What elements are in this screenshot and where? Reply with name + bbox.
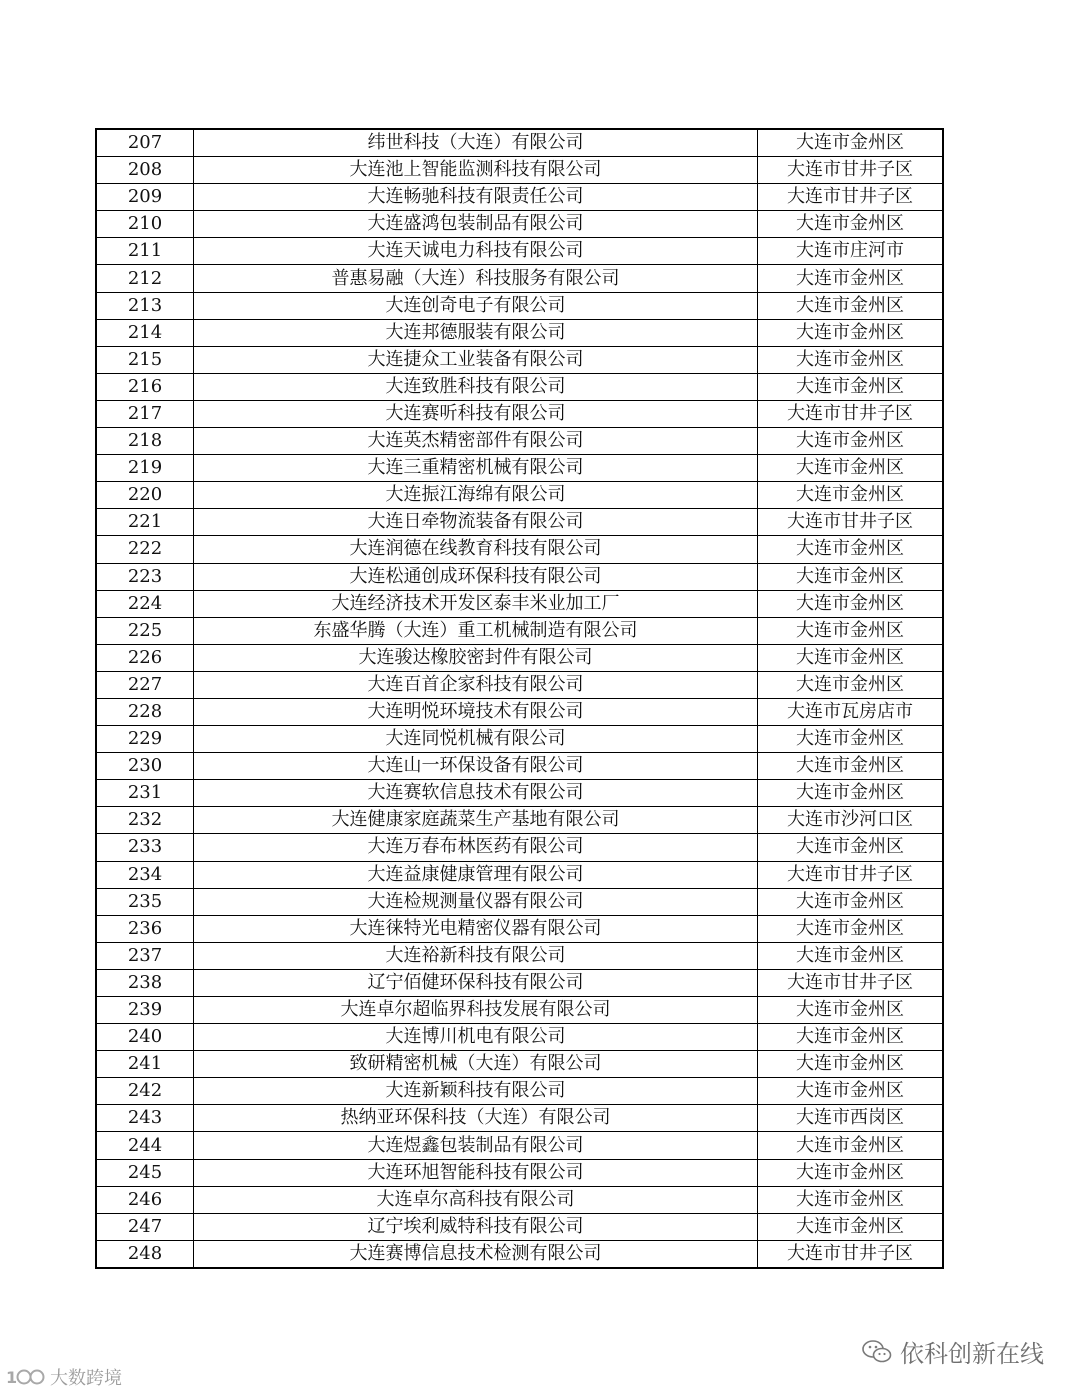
- company-name: 大连煜鑫包装制品有限公司: [194, 1132, 758, 1159]
- company-name: 大连赛博信息技术检测有限公司: [194, 1240, 758, 1268]
- row-number: 223: [96, 563, 194, 590]
- table-row: [96, 346, 943, 373]
- row-number: 207: [96, 129, 194, 157]
- watermark-right-text: 依科创新在线: [900, 1340, 1044, 1368]
- table-row: [96, 753, 943, 780]
- company-name: 大连万春布林医药有限公司: [194, 834, 758, 861]
- watermark-left-text: 大数跨境: [50, 1368, 122, 1389]
- district: 大连市甘井子区: [758, 1240, 944, 1268]
- company-name: 大连益康健康管理有限公司: [194, 861, 758, 888]
- table-row: [96, 726, 943, 753]
- district: 大连市金州区: [758, 1159, 944, 1186]
- district: 大连市金州区: [758, 536, 944, 563]
- table-row: [96, 1105, 943, 1132]
- row-number: 248: [96, 1240, 194, 1268]
- company-name: 致研精密机械（大连）有限公司: [194, 1051, 758, 1078]
- company-name: 大连邦德服装有限公司: [194, 319, 758, 346]
- district: 大连市金州区: [758, 617, 944, 644]
- row-number: 238: [96, 969, 194, 996]
- district: 大连市金州区: [758, 563, 944, 590]
- company-name: 普惠易融（大连）科技服务有限公司: [194, 265, 758, 292]
- table-row: [96, 319, 943, 346]
- table-row: [96, 428, 943, 455]
- district: 大连市金州区: [758, 753, 944, 780]
- district: 大连市金州区: [758, 1213, 944, 1240]
- district: 大连市金州区: [758, 997, 944, 1024]
- table-row: [96, 400, 943, 427]
- row-number: 226: [96, 644, 194, 671]
- brand-logo-icon: [6, 1366, 46, 1388]
- district: 大连市金州区: [758, 292, 944, 319]
- table-row: [96, 129, 943, 157]
- table-row: [96, 997, 943, 1024]
- table-row: [96, 969, 943, 996]
- company-name: 大连振江海绵有限公司: [194, 482, 758, 509]
- row-number: 235: [96, 888, 194, 915]
- company-name: 纬世科技（大连）有限公司: [194, 129, 758, 157]
- table-row: [96, 482, 943, 509]
- row-number: 217: [96, 400, 194, 427]
- table-row: [96, 265, 943, 292]
- row-number: 227: [96, 671, 194, 698]
- company-name: 大连松通创成环保科技有限公司: [194, 563, 758, 590]
- row-number: 247: [96, 1213, 194, 1240]
- district: 大连市金州区: [758, 373, 944, 400]
- company-name: 热纳亚环保科技（大连）有限公司: [194, 1105, 758, 1132]
- district: 大连市金州区: [758, 671, 944, 698]
- district: 大连市庄河市: [758, 238, 944, 265]
- table-row: [96, 1186, 943, 1213]
- company-name: 辽宁埃利威特科技有限公司: [194, 1213, 758, 1240]
- company-name: 大连创奇电子有限公司: [194, 292, 758, 319]
- row-number: 216: [96, 373, 194, 400]
- district: 大连市金州区: [758, 346, 944, 373]
- company-name: 东盛华腾（大连）重工机械制造有限公司: [194, 617, 758, 644]
- table-row: [96, 590, 943, 617]
- company-name: 大连明悦环境技术有限公司: [194, 698, 758, 725]
- table-row: [96, 536, 943, 563]
- row-number: 208: [96, 157, 194, 184]
- district: 大连市金州区: [758, 482, 944, 509]
- company-name: 大连畅驰科技有限责任公司: [194, 184, 758, 211]
- svg-text:1: 1: [6, 1368, 18, 1387]
- table-row: [96, 671, 943, 698]
- company-name: 大连环旭智能科技有限公司: [194, 1159, 758, 1186]
- row-number: 210: [96, 211, 194, 238]
- table-row: [96, 644, 943, 671]
- table-row: [96, 617, 943, 644]
- company-name: 大连英杰精密部件有限公司: [194, 428, 758, 455]
- row-number: 214: [96, 319, 194, 346]
- district: 大连市甘井子区: [758, 400, 944, 427]
- row-number: 229: [96, 726, 194, 753]
- district: 大连市金州区: [758, 780, 944, 807]
- company-name: 大连日牵物流装备有限公司: [194, 509, 758, 536]
- table-row: [96, 373, 943, 400]
- district: 大连市甘井子区: [758, 969, 944, 996]
- district: 大连市金州区: [758, 211, 944, 238]
- row-number: 234: [96, 861, 194, 888]
- company-name: 大连卓尔超临界科技发展有限公司: [194, 997, 758, 1024]
- row-number: 233: [96, 834, 194, 861]
- table-row: [96, 509, 943, 536]
- row-number: 218: [96, 428, 194, 455]
- table-row: [96, 861, 943, 888]
- district: 大连市金州区: [758, 1024, 944, 1051]
- row-number: 241: [96, 1051, 194, 1078]
- company-list-table: [95, 128, 944, 1269]
- row-number: 221: [96, 509, 194, 536]
- table-row: [96, 1159, 943, 1186]
- table-row: [96, 698, 943, 725]
- company-name: 大连徕特光电精密仪器有限公司: [194, 915, 758, 942]
- row-number: 236: [96, 915, 194, 942]
- row-number: 242: [96, 1078, 194, 1105]
- row-number: 213: [96, 292, 194, 319]
- table-row: [96, 807, 943, 834]
- district: 大连市金州区: [758, 888, 944, 915]
- table-row: [96, 238, 943, 265]
- company-name: 大连捷众工业装备有限公司: [194, 346, 758, 373]
- row-number: 209: [96, 184, 194, 211]
- company-name: 大连经济技术开发区泰丰米业加工厂: [194, 590, 758, 617]
- row-number: 232: [96, 807, 194, 834]
- company-name: 大连百首企家科技有限公司: [194, 671, 758, 698]
- company-name: 大连新颖科技有限公司: [194, 1078, 758, 1105]
- table-row: [96, 157, 943, 184]
- row-number: 240: [96, 1024, 194, 1051]
- district: 大连市金州区: [758, 644, 944, 671]
- district: 大连市西岗区: [758, 1105, 944, 1132]
- district: 大连市金州区: [758, 1078, 944, 1105]
- row-number: 244: [96, 1132, 194, 1159]
- company-name: 大连骏达橡胶密封件有限公司: [194, 644, 758, 671]
- row-number: 220: [96, 482, 194, 509]
- table-row: [96, 915, 943, 942]
- table-row: [96, 1024, 943, 1051]
- row-number: 228: [96, 698, 194, 725]
- company-name: 大连裕新科技有限公司: [194, 942, 758, 969]
- company-name: 大连山一环保设备有限公司: [194, 753, 758, 780]
- table-row: [96, 888, 943, 915]
- company-name: 大连博川机电有限公司: [194, 1024, 758, 1051]
- row-number: 245: [96, 1159, 194, 1186]
- company-name: 大连赛听科技有限公司: [194, 400, 758, 427]
- district: 大连市金州区: [758, 428, 944, 455]
- row-number: 237: [96, 942, 194, 969]
- table-row: [96, 184, 943, 211]
- row-number: 222: [96, 536, 194, 563]
- company-name: 大连致胜科技有限公司: [194, 373, 758, 400]
- company-name: 辽宁佰健环保科技有限公司: [194, 969, 758, 996]
- district: 大连市甘井子区: [758, 184, 944, 211]
- company-name: 大连池上智能监测科技有限公司: [194, 157, 758, 184]
- row-number: 239: [96, 997, 194, 1024]
- company-name: 大连天诚电力科技有限公司: [194, 238, 758, 265]
- table-row: [96, 1240, 943, 1268]
- table-row: [96, 942, 943, 969]
- district: 大连市金州区: [758, 265, 944, 292]
- district: 大连市瓦房店市: [758, 698, 944, 725]
- watermark-left: [6, 1364, 122, 1390]
- wechat-icon: [862, 1339, 892, 1365]
- district: 大连市金州区: [758, 1186, 944, 1213]
- district: 大连市金州区: [758, 590, 944, 617]
- company-name: 大连检规测量仪器有限公司: [194, 888, 758, 915]
- district: 大连市甘井子区: [758, 861, 944, 888]
- district: 大连市金州区: [758, 726, 944, 753]
- district: 大连市沙河口区: [758, 807, 944, 834]
- row-number: 225: [96, 617, 194, 644]
- row-number: 230: [96, 753, 194, 780]
- district: 大连市金州区: [758, 834, 944, 861]
- row-number: 211: [96, 238, 194, 265]
- district: 大连市金州区: [758, 319, 944, 346]
- district: 大连市甘井子区: [758, 157, 944, 184]
- row-number: 246: [96, 1186, 194, 1213]
- table-row: [96, 292, 943, 319]
- table-row: [96, 780, 943, 807]
- table-row: [96, 1213, 943, 1240]
- district: 大连市甘井子区: [758, 509, 944, 536]
- company-name: 大连卓尔高科技有限公司: [194, 1186, 758, 1213]
- row-number: 219: [96, 455, 194, 482]
- table-body: [96, 129, 943, 1268]
- row-number: 212: [96, 265, 194, 292]
- table-row: [96, 1078, 943, 1105]
- company-name: 大连三重精密机械有限公司: [194, 455, 758, 482]
- company-name: 大连健康家庭蔬菜生产基地有限公司: [194, 807, 758, 834]
- district: 大连市金州区: [758, 942, 944, 969]
- watermark-right: [862, 1334, 1044, 1369]
- company-name: 大连赛软信息技术有限公司: [194, 780, 758, 807]
- row-number: 224: [96, 590, 194, 617]
- table-row: [96, 1051, 943, 1078]
- company-name: 大连同悦机械有限公司: [194, 726, 758, 753]
- table-row: [96, 1132, 943, 1159]
- row-number: 231: [96, 780, 194, 807]
- table-row: [96, 834, 943, 861]
- district: 大连市金州区: [758, 915, 944, 942]
- company-name: 大连润德在线教育科技有限公司: [194, 536, 758, 563]
- table-row: [96, 211, 943, 238]
- row-number: 215: [96, 346, 194, 373]
- company-name: 大连盛鸿包装制品有限公司: [194, 211, 758, 238]
- district: 大连市金州区: [758, 1051, 944, 1078]
- table-row: [96, 455, 943, 482]
- district: 大连市金州区: [758, 129, 944, 157]
- district: 大连市金州区: [758, 1132, 944, 1159]
- row-number: 243: [96, 1105, 194, 1132]
- district: 大连市金州区: [758, 455, 944, 482]
- table-row: [96, 563, 943, 590]
